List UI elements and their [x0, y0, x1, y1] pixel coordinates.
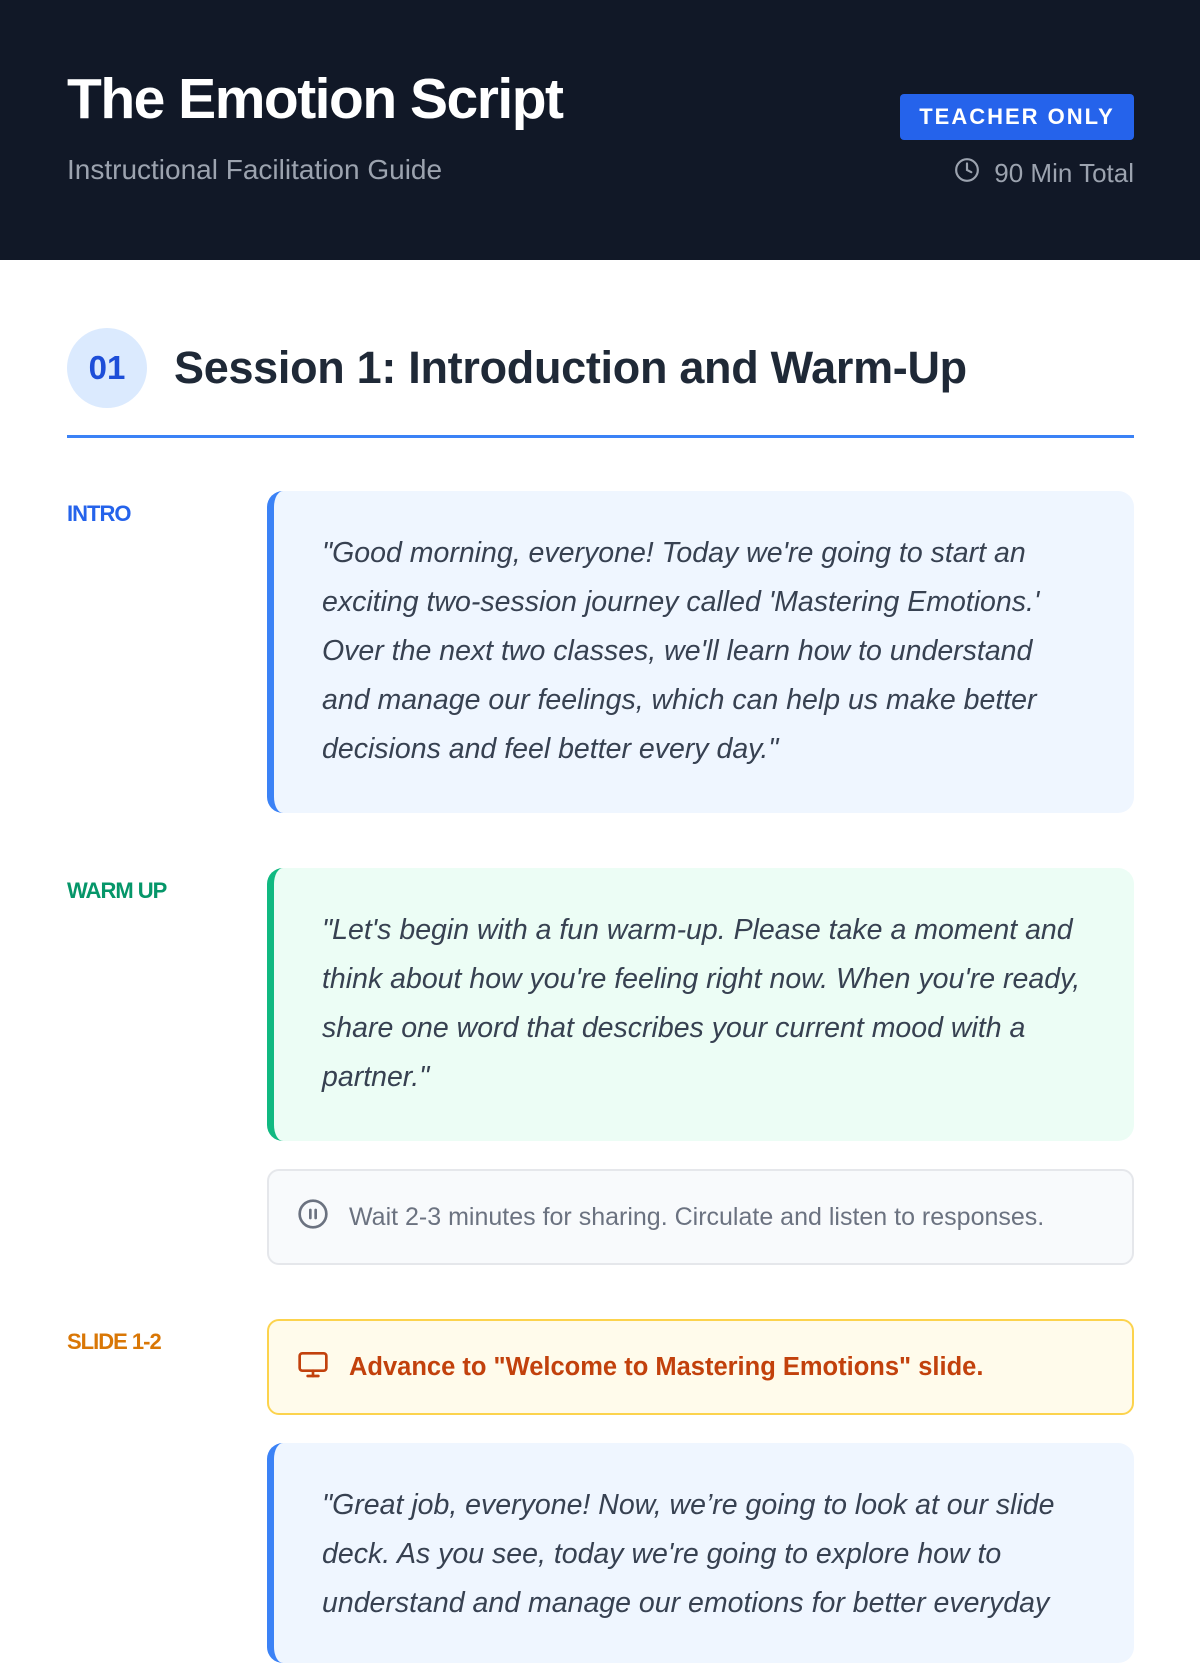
slide-advance-text: Advance to "Welcome to Mastering Emotions" slide. — [349, 1352, 984, 1381]
duration-info — [954, 154, 1134, 192]
wait-instruction-note — [267, 1169, 1134, 1265]
monitor-icon — [297, 1348, 329, 1387]
wait-instruction-text: Wait 2-3 minutes for sharing. Circulate and listen to responses. — [349, 1202, 1045, 1231]
session-title: Session 1: Introduction and Warm-Up — [174, 342, 967, 393]
page-title: The Emotion Script — [67, 67, 563, 131]
session-heading — [67, 328, 1134, 438]
warm-up-script-card: "Let's begin with a fun warm-up. Please take a moment and think about how you're feeling right now. When you're ready, share one word that describes your current mood with a partner." — [267, 868, 1134, 1141]
clock-icon — [954, 157, 980, 190]
step-label-intro: INTRO — [67, 501, 131, 526]
teacher-only-badge: TEACHER ONLY — [900, 94, 1134, 140]
step-label-warm-up: WARM UP — [67, 878, 167, 903]
slide-advance-note — [267, 1319, 1134, 1415]
session-number-badge: 01 — [67, 328, 147, 408]
duration-text: 90 Min Total — [994, 157, 1134, 188]
step-label-slide: SLIDE 1-2 — [67, 1329, 161, 1354]
pause-icon — [297, 1198, 329, 1237]
slide-script-card: "Great job, everyone! Now, we’re going to look at our slide deck. As you see, today we're going to explore how to understand and manage our emotions for better everyday — [267, 1443, 1134, 1663]
intro-script-card: "Good morning, everyone! Today we're going to start an exciting two-session journey called 'Mastering Emotions.' Over the next two classes, we'll learn how to understand and manage our feelings, which can help us make better decisions and feel better every day." — [267, 491, 1134, 813]
page-subtitle: Instructional Facilitation Guide — [67, 154, 443, 185]
page-header — [0, 0, 1200, 260]
